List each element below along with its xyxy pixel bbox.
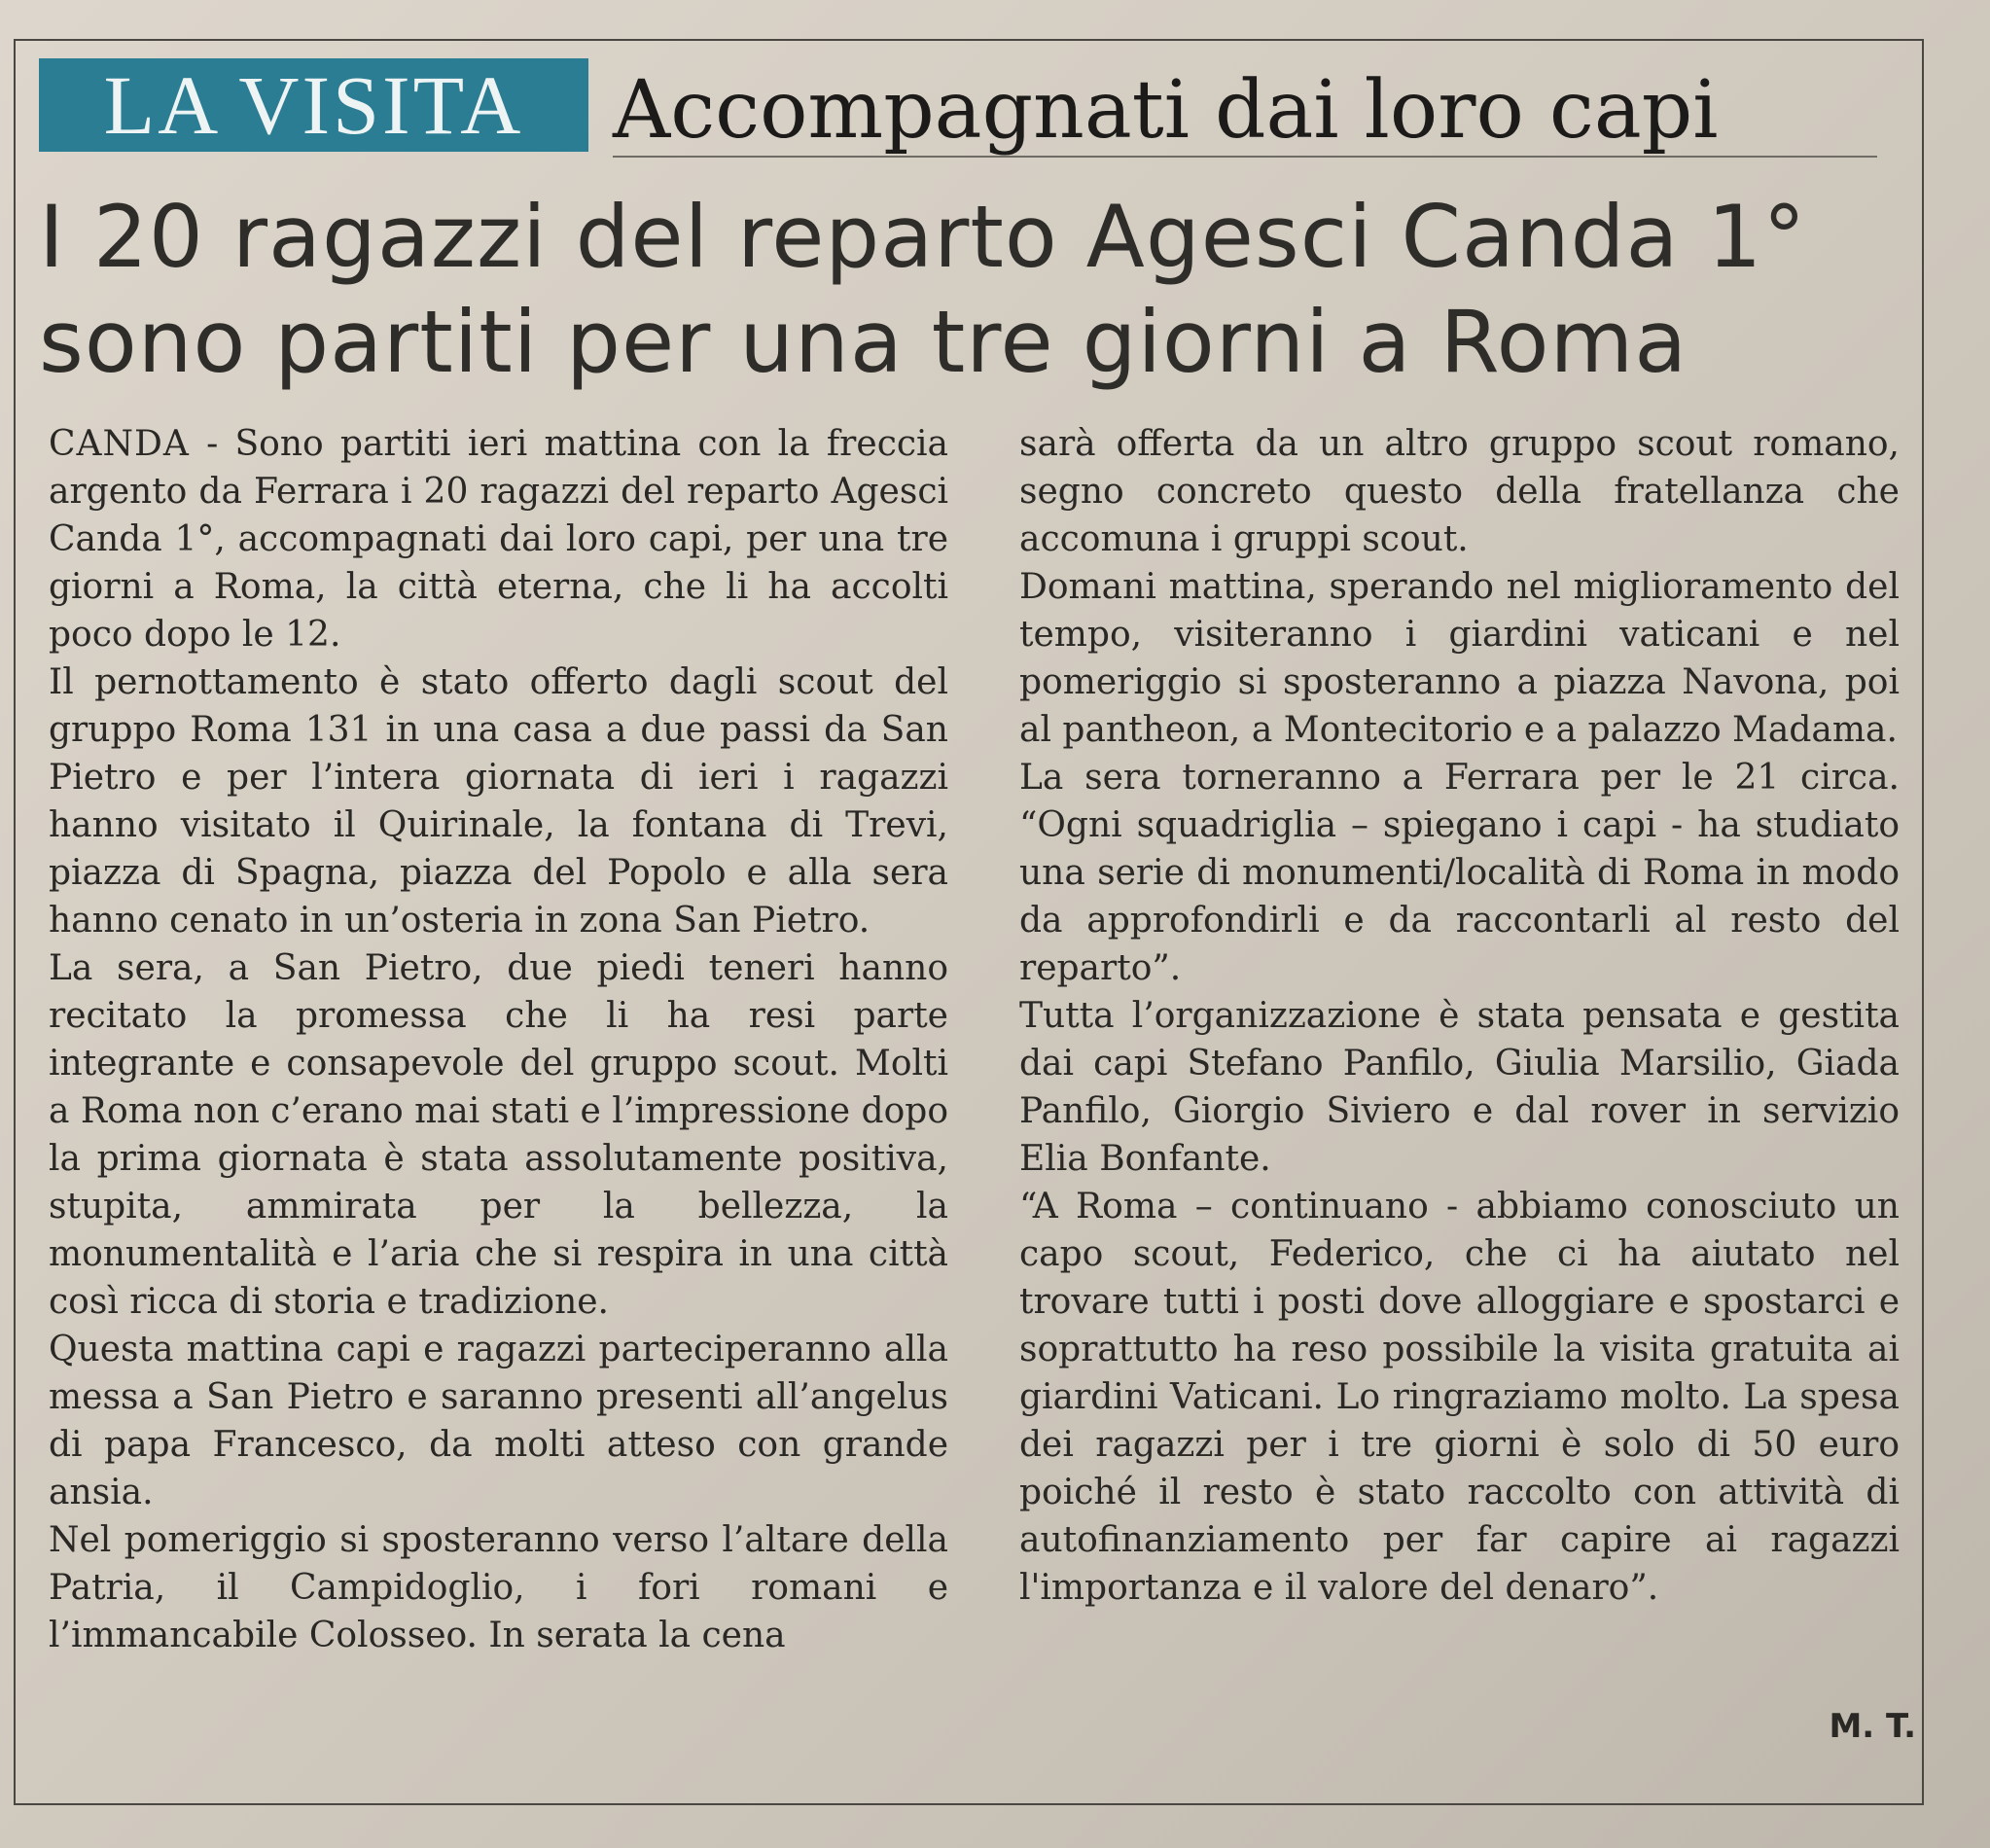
- article-paragraph: “A Roma – continuano - abbiamo conosciuto un capo scout, Federico, che ci ha aiutato nel trovare tutti i posti dove alloggiare e spostarci e soprattutto ha reso possibile la visita gratuita ai giardini Vaticani. Lo ringraziamo molto. La spesa dei ragazzi per i tre giorni è solo di 50 euro poiché il resto è stato raccolto con attività di autofinanziamento per far capire ai ragazzi l'importanza e il valore del denaro”.: [1019, 1187, 1900, 1608]
- article-paragraph: Il pernottamento è stato offerto dagli scout del gruppo Roma 131 in una casa a due passi da San Pietro e per l’intera giornata di ieri i ragazzi hanno visitato il Quirinale, la fontana di Trevi, piazza di Spagna, piazza del Popolo e alla sera hanno cenato in un’osteria in zona San Pietro.: [49, 662, 948, 941]
- subhead-rule: [613, 156, 1877, 158]
- article-paragraph: sarà offerta da un altro gruppo scout romano, segno concreto questo della fratellanza che accomuna i gruppi scout.: [1019, 424, 1900, 559]
- dateline: CANDA: [49, 424, 190, 464]
- article-paragraph: Tutta l’organizzazione è stata pensata e gestita dai capi Stefano Panfilo, Giulia Marsilio, Giada Panfilo, Giorgio Siviero e dal rover in servizio Elia Bonfante.: [1019, 996, 1900, 1179]
- article-headline: [39, 185, 1906, 395]
- article-paragraph: La sera, a San Pietro, due piedi teneri hanno recitato la promessa che li ha resi parte integrante e consapevole del gruppo scout. Molti a Roma non c’erano mai stati e l’impressione dopo la prima giornata è stata assolutamente positiva, stupita, ammirata per la bellezza, la monumentalità e l’aria che si respira in una città così ricca di storia e tradizione.: [49, 948, 948, 1322]
- paragraph-text: - Sono partiti ieri mattina con la freccia argento da Ferrara i 20 ragazzi del reparto Agesci Canda 1°, accompagnati dai loro capi, per una tre giorni a Roma, la città eterna, che li ha accolti poco dopo le 12.: [49, 424, 948, 655]
- article-column-right: [1019, 420, 1900, 1612]
- headline-line-1: I 20 ragazzi del reparto Agesci Canda 1°: [39, 187, 1807, 287]
- article-column-left: [49, 420, 948, 1659]
- author-signature: M. T.: [1829, 1707, 1916, 1746]
- article-paragraph: Nel pomeriggio si sposteranno verso l’altare della Patria, il Campidoglio, i fori romani e l’immancabile Colosseo. In serata la cena: [49, 1520, 948, 1655]
- article-paragraph: Domani mattina, sperando nel miglioramento del tempo, visiteranno i giardini vaticani e nel pomeriggio si sposteranno a piazza Navona, poi al pantheon, a Montecitorio e a palazzo Madama.: [1019, 567, 1900, 750]
- section-kicker: LA VISITA: [39, 58, 588, 152]
- article-subhead: Accompagnati dai loro capi: [613, 64, 1719, 157]
- article-paragraph: La sera torneranno a Ferrara per le 21 circa. “Ogni squadriglia – spiegano i capi - ha studiato una serie di monumenti/località di Roma in modo da approfondirli e da raccontarli al resto del reparto”.: [1019, 758, 1900, 988]
- headline-line-2: sono partiti per una tre giorni a Roma: [39, 292, 1688, 392]
- article-paragraph: [49, 420, 948, 658]
- article-paragraph: Questa mattina capi e ragazzi parteciperanno alla messa a San Pietro e saranno presenti all’angelus di papa Francesco, da molti atteso con grande ansia.: [49, 1330, 948, 1512]
